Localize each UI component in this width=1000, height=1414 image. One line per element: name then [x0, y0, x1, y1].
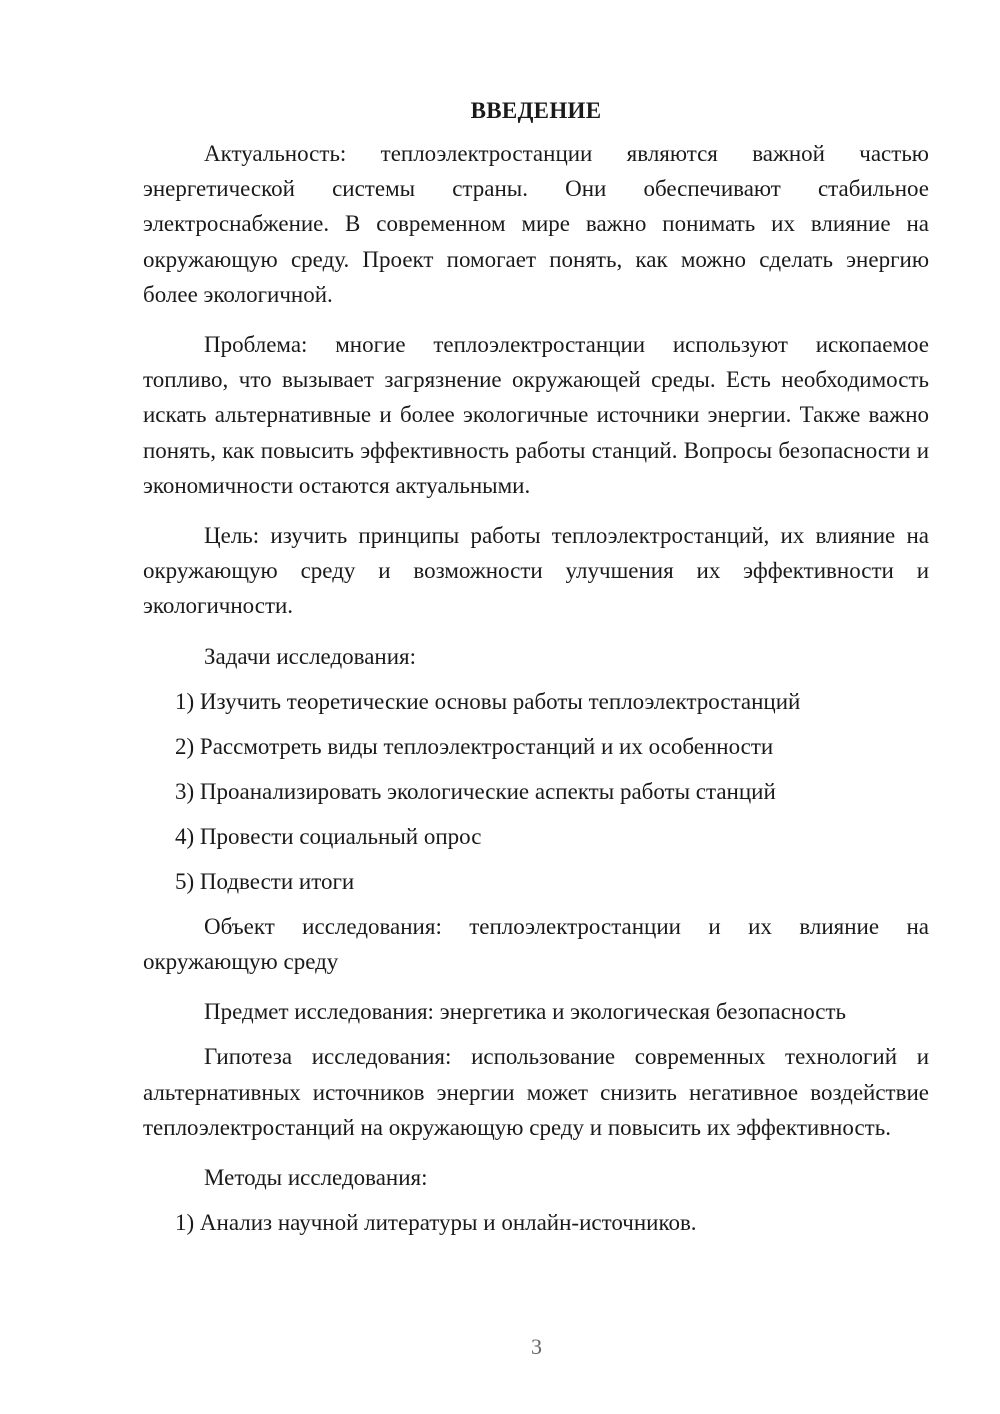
methods-heading: Методы исследования:	[204, 1165, 428, 1191]
document-page	[143, 96, 929, 1250]
problem-paragraph: Проблема: многие теплоэлектростанции используют ископаемое топливо, что вызывает загрязнение окружающей среды. Есть необходимость искать альтернативные и более экологичные источники энергии. Также важно понять, как повысить эффективность работы станций. Вопросы безопасности и экономичности остаются актуальными.	[143, 332, 929, 498]
subject-paragraph: Предмет исследования: энергетика и экологическая безопасность	[204, 999, 847, 1025]
page-number: 3	[531, 1334, 542, 1359]
task-item-4: 4) Провести социальный опрос	[175, 823, 482, 849]
task-item-1: 1) Изучить теоретические основы работы теплоэлектростанций	[175, 688, 801, 714]
relevance-paragraph: Актуальность: теплоэлектростанции являются важной частью энергетической системы страны. Они обеспечивают стабильное электроснабжение. В современном мире важно понимать их влияние на окружающую среду. Проект помогает понять, как можно сделать энергию более экологичной.	[143, 141, 929, 307]
method-item-1: 1) Анализ научной литературы и онлайн-источников.	[175, 1210, 697, 1236]
task-item-5: 5) Подвести итоги	[175, 868, 355, 894]
page-title: ВВЕДЕНИЕ	[470, 98, 602, 123]
goal-paragraph: Цель: изучить принципы работы теплоэлектростанций, их влияние на окружающую среду и возможности улучшения их эффективности и экологичности.	[143, 523, 929, 619]
hypothesis-paragraph: Гипотеза исследования: использование современных технологий и альтернативных источников энергии может снизить негативное воздействие теплоэлектростанций на окружающую среду и повысить их эффективность.	[143, 1044, 929, 1140]
tasks-heading: Задачи исследования:	[204, 643, 417, 669]
task-item-3: 3) Проанализировать экологические аспекты работы станций	[175, 778, 776, 804]
task-item-2: 2) Рассмотреть виды теплоэлектростанций и их особенности	[175, 733, 774, 759]
object-paragraph: Объект исследования: теплоэлектростанции и их влияние на окружающую среду	[143, 913, 929, 975]
